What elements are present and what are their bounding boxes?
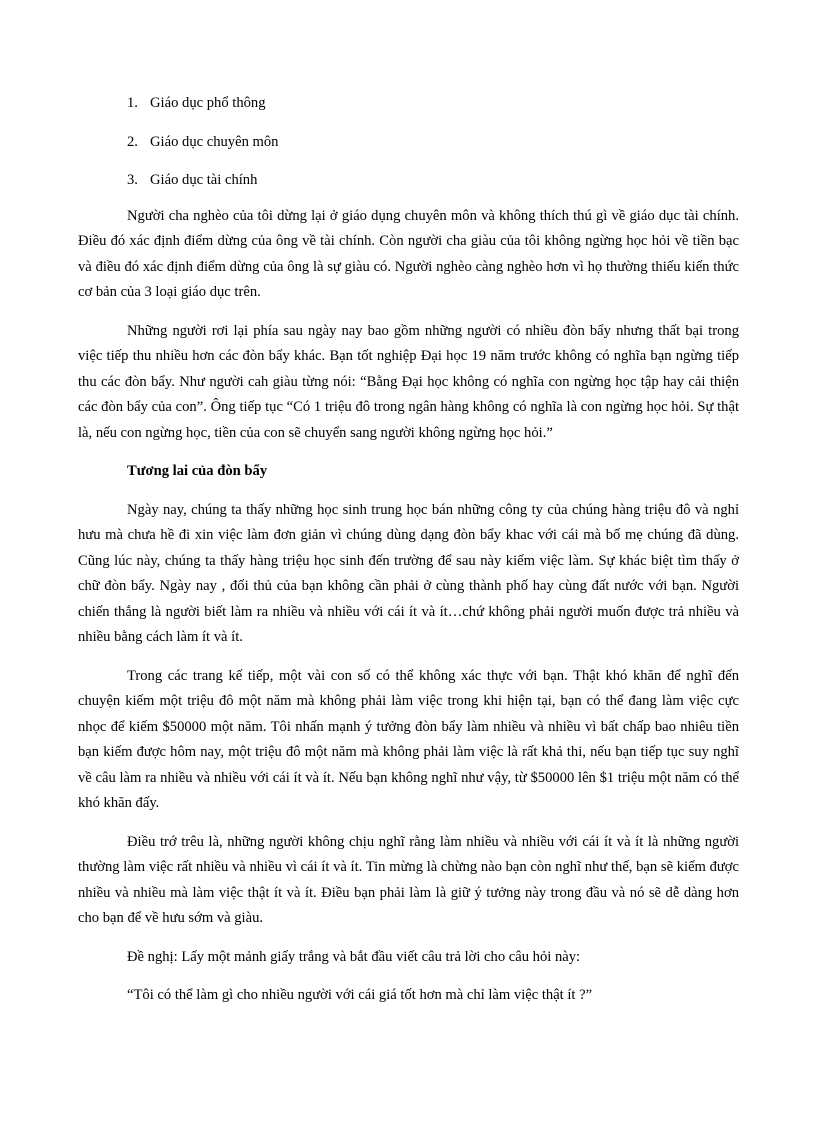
- document-page: [78, 88, 739, 1009]
- list-item-text: Giáo dục phổ thông: [150, 95, 266, 111]
- paragraph-poor-dad: Người cha nghèo của tôi dừng lại ở giáo dụng chuyên môn và không thích thú gì về giáo dục tài chính. Điều đó xác định điểm dừng của ông về tài chính. Còn người cha giàu của tôi không ngừng học hỏi về tiền bạc và điều đó xác định điểm dừng của ông là sự giàu có. Người nghèo càng nghèo hơn vì họ thường thiếu kiến thức cơ bản của 3 loại giáo dục trên.: [78, 207, 739, 300]
- list-item-text: Giáo dục chuyên môn: [150, 133, 279, 150]
- paragraph-next-pages: Trong các trang kế tiếp, một vài con số có thể không xác thực với bạn. Thật khó khăn để nghĩ đến chuyện kiếm một triệu đô một năm mà không phải làm việc trong khi hiện tại, bạn có thể đang làm việc cực nhọc để kiếm $50000 một năm. Tôi nhấn mạnh ý tưởng đòn bẩy làm nhiều và nhiều vì bất chấp bao nhiêu tiền bạn kiếm được hôm nay, một triệu đô một năm mà không phải làm việc là rất khả thi, nếu bạn tiếp tục suy nghĩ về câu làm ra nhiều và nhiều với cái ít và ít. Nếu bạn không nghĩ như vậy, từ $50000 lên $1 triệu một năm có thể khó khăn đấy.: [78, 667, 739, 811]
- list-number: 3.: [127, 172, 138, 188]
- paragraph-falling-behind: Những người rơi lại phía sau ngày nay bao gồm những người có nhiều đòn bẩy nhưng thất bại trong việc tiếp thu nhiều hơn các đòn bẩy khác. Bạn tốt nghiệp Đại học 19 năm trước không có nghĩa bạn ngừng tiếp thu các đòn bẩy. Như người cah giàu từng nói: “Bằng Đại học không có nghĩa con ngừng học tập hay cải thiện các đòn bẩy của con”. Ông tiếp tục “Có 1 triệu đô trong ngân hàng không có nghĩa là con ngừng học hỏi. Sự thật là, nếu con ngừng học, tiền của con sẽ chuyển sang người không ngừng học hỏi.”: [78, 322, 739, 441]
- list-item: [78, 127, 739, 166]
- paragraph-irony: Điều trớ trêu là, những người không chịu nghĩ rằng làm nhiều và nhiều với cái ít và ít là những người thường làm việc rất nhiều và nhiều vì cái ít và ít. Tin mừng là chừng nào bạn còn nghĩ như thế, bạn sẽ kiếm được nhiều và nhiều mà làm việc thật ít và ít. Điều bạn phải làm là giữ ý tưởng này trong đầu và nó sẽ dễ dàng hơn cho bạn để về hưu sớm và giàu.: [78, 833, 739, 926]
- list-item: [78, 165, 739, 204]
- suggestion-text: Đề nghị: Lấy một mảnh giấy trắng và bắt đầu viết câu trả lời cho câu hỏi này:: [127, 948, 581, 965]
- list-item: [78, 88, 739, 127]
- list-number: 2.: [127, 133, 138, 150]
- list-number: 1.: [127, 95, 138, 111]
- list-item-text: Giáo dục tài chính: [150, 172, 258, 188]
- paragraph-today: Ngày nay, chúng ta thấy những học sinh trung học bán những công ty của chúng hàng triệu đô và nghỉ hưu mà chưa hề đi xin việc làm đơn giản vì chúng dùng dạng đòn bẩy khac với cái mà bố mẹ chúng đã dùng. Cũng lúc này, chúng ta thấy hàng triệu học sinh đến trường để sau này kiếm việc làm. Sự khác biệt tìm thấy ở chữ đòn bẩy. Ngày nay , đối thủ của bạn không cần phải ở cùng thành phố hay cùng đất nước với bạn. Người chiến thắng là người biết làm ra nhiều và nhiều với cái ít và ít…chứ không phải người muốn được trả nhiều và nhiều bằng cách làm ít và ít.: [78, 501, 739, 645]
- section-heading: Tương lai của đòn bẩy: [127, 463, 268, 479]
- question-text: “Tôi có thể làm gì cho nhiều người với cái giá tốt hơn mà chỉ làm việc thật ít ?”: [127, 987, 593, 1003]
- education-list: [78, 88, 739, 204]
